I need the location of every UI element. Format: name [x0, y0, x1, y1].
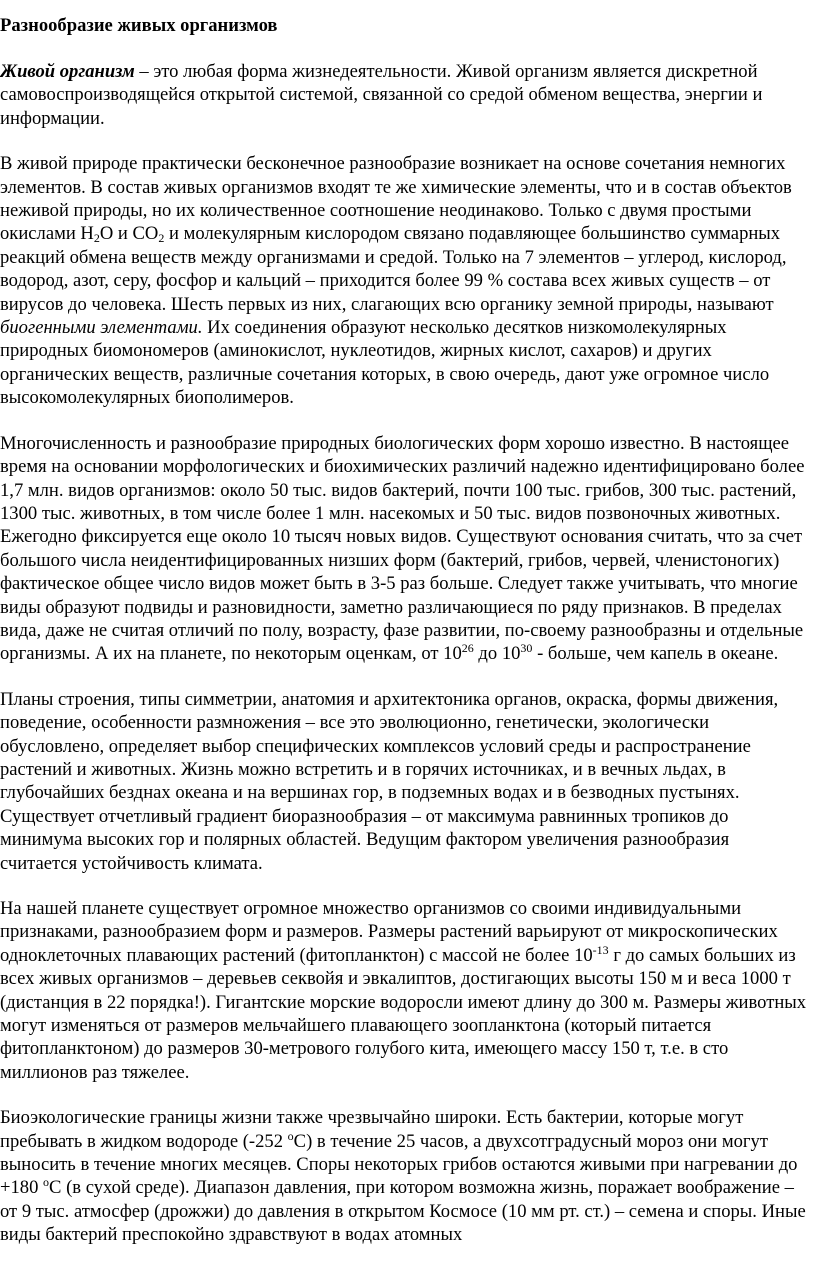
subscript: 2 [93, 231, 100, 246]
paragraph-species-count [0, 432, 808, 666]
text-run: С) в течение 25 часов, а двухсотградусный мороз они могут выносить в течение многих месяцев. Споры некоторых грибов остаются живыми при нагревании до +180 [0, 1130, 798, 1199]
text-run: В живой природе практически бесконечное разнообразие возникает на основе сочетания немногих элементов. В состав живых организмов входят те же химические элементы, что и в состав объектов неживой природы, но их количественное соотношение неодинаково. Только с двумя простыми окислами H [0, 153, 792, 245]
superscript: о [287, 1128, 294, 1143]
subscript: 2 [158, 231, 165, 246]
text-run: На нашей планете существует огромное множество организмов со своими индивидуальными признаками, разнообразием форм и размеров. Размеры растений варьируют от микроскопических одноклеточных плавающих растений (фитопланктон) с массой не более 10 [0, 898, 778, 966]
paragraph-elements [0, 152, 808, 409]
superscript: -13 [592, 942, 609, 957]
paragraph-sizes [0, 897, 808, 1084]
text-run: Биоэкологические границы жизни также чрезвычайно широки. Есть бактерии, которые могут пребывать в жидком водороде (-252 [0, 1107, 744, 1152]
text-run: Многочисленность и разнообразие природных биологических форм хорошо известно. В настоящее время на основании морфологических и биохимических различий надежно идентифицировано более 1,7 млн. видов организмов: около 50 тыс. видов бактерий, почти 100 тыс. грибов, 300 тыс. растений, 1300 тыс. животных, в том числе более 1 млн. насекомых и 50 тыс. видов позвоночных животных. Ежегодно фиксируется еще около 10 тысяч новых видов. Существуют основания считать, что за счет большого числа неидентифицированных низших форм (бактерий, грибов, червей, членистоногих) фактическое общее число видов может быть в 3-5 раз больше. Следует также учитывать, что многие виды образуют подвиды и разновидности, заметно различающиеся по ряду признаков. В пределах вида, даже не считая отличий по полу, возрасту, фазе развитии, по-своему разнообразны и отдельные организмы. А их на планете, по некоторым оценкам, от 10 [0, 432, 805, 665]
text-run: до 10 [473, 643, 521, 665]
text-run: - больше, чем капель в океане. [532, 643, 779, 665]
superscript: 26 [461, 641, 474, 656]
superscript: о [43, 1175, 50, 1190]
text-run: г до самых больших из всех живых организмов – деревьев секвойя и эвкалиптов, достигающих высоты 150 м и веса 1000 т (дистанция в 22 порядка!). Гигантские морские водоросли имеют длину до 300 м. Размеры животных могут изменяться от размеров мельчайшего плавающего зоопланктона (который питается фитопланктоном) до размеров 30-метрового голубого кита, имеющего массу 150 т, т.е. в сто миллионов раз тяжелее. [0, 944, 807, 1083]
text-run: С (в сухой среде). Диапазон давления, при котором возможна жизнь, поражает воображение – от 9 тыс. атмосфер (дрожжи) до давления в открытом Космосе (10 мм рт. ст.) – семена и споры. Иные виды бактерий преспокойно здравствуют в водах атомных [0, 1177, 806, 1246]
defined-term: Живой организм [0, 61, 135, 82]
italic-term: биогенными элементами. [0, 317, 203, 339]
superscript: 30 [520, 641, 533, 656]
paragraph-distribution: Планы строения, типы симметрии, анатомия и архитектоника органов, окраска, формы движения, поведение, особенности размножения – все это эволюционно, генетически, экологически обусловлено, определяет выбор специфических комплексов условий среды и распространение растений и животных. Жизнь можно встретить и в горячих источниках, и в вечных льдах, в глубочайших безднах океана и на вершинах гор, в подземных водах и в безводных пустынях. Существует отчетливый градиент биоразнообразия – от максимума равнинных тропиков до минимума высоких гор и полярных областей. Ведущим фактором увеличения разнообразия считается устойчивость климата. [0, 688, 779, 874]
document-title: Разнообразие живых организмов [0, 15, 278, 36]
definition-text: – это любая форма жизнедеятельности. Живой организм является дискретной самовоспроизводящейся открытой системой, связанной со средой обменом вещества, энергии и информации. [0, 61, 763, 129]
paragraph-limits [0, 1106, 808, 1246]
paragraph-definition [0, 60, 808, 130]
text-run: Их соединения образуют несколько десятков низкомолекулярных природных биомономеров (аминокислот, нуклеотидов, жирных кислот, сахаров) и других органических веществ, различные сочетания которых, в свою очередь, дают уже огромное число высокомолекулярных биополимеров. [0, 317, 770, 409]
text-run: O и CO [99, 223, 159, 245]
text-run: и молекулярным кислородом связано подавляющее большинство суммарных реакций обмена веществ между организмами и средой. Только на 7 элементов – углерод, кислород, водород, азот, серу, фосфор и кальций – приходится более 99 % состава всех живых существ – от вирусов до человека. Шесть первых из них, слагающих всю органику земной природы, называют [0, 223, 787, 315]
